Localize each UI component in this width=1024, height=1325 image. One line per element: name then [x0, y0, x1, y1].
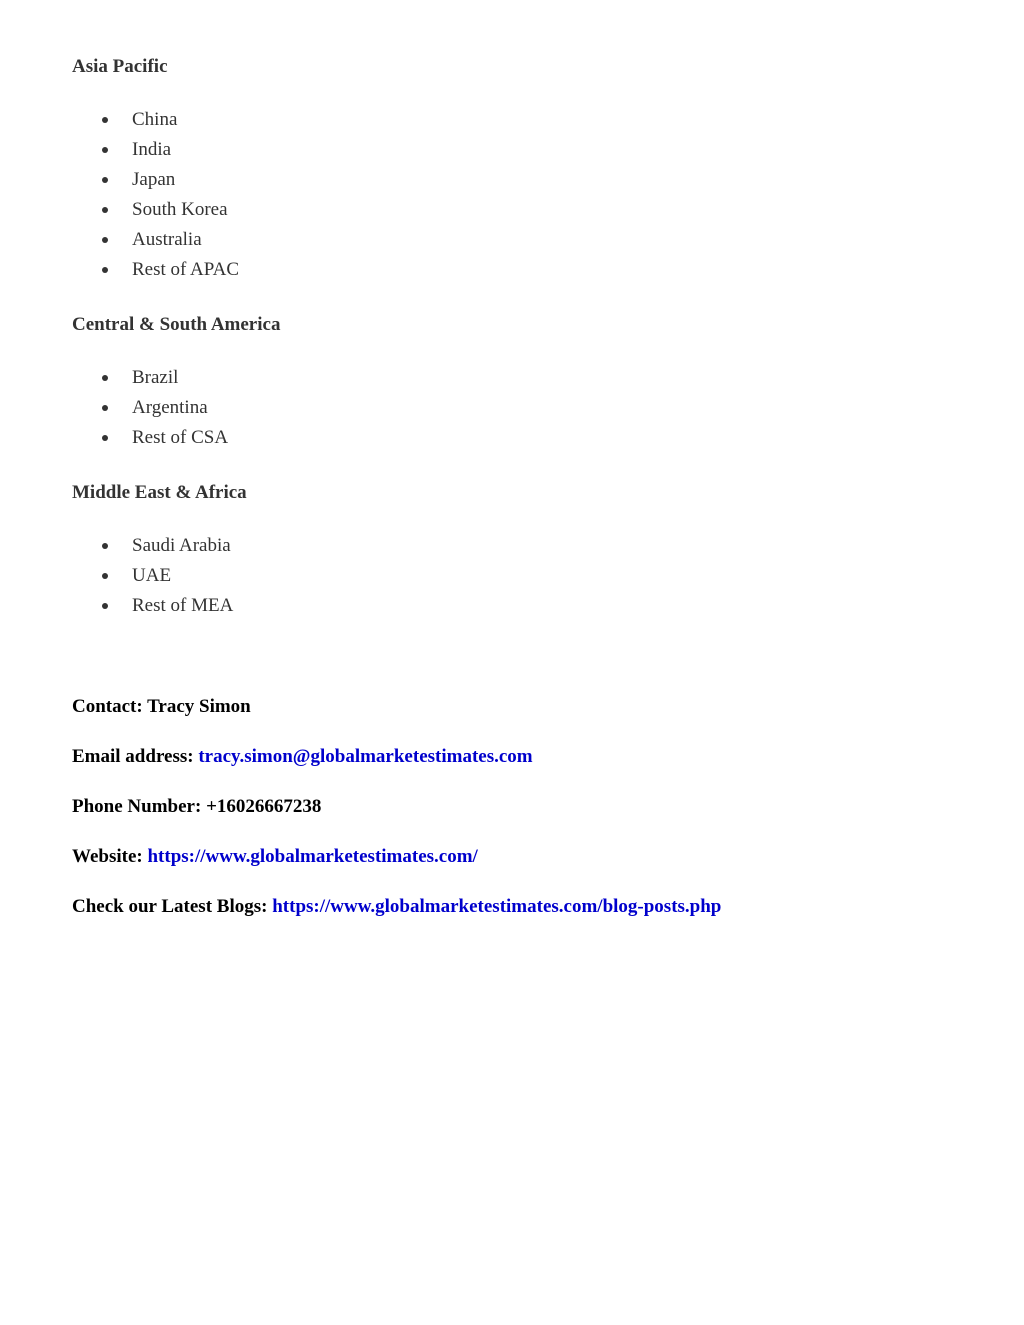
bullet-icon — [102, 435, 108, 441]
email-line — [72, 745, 533, 769]
bullet-icon — [102, 267, 108, 273]
bullet-icon — [102, 147, 108, 153]
document-page: Asia Pacific China India Japan South Korea Australia Rest of APAC Central & South America Brazil Argentina Rest of CSA Middle East & Africa Saudi Arabia UAE Rest of MEA Contact: Tracy Simon Email address: tracy.simon@globalmarketestimates.com Phone Number: +16026667238 Website: https://www.globalmarketestimates.com/ Check our Latest Blogs: https://www.globalmarketestimates.com/blog-posts.php — [72, 56, 722, 917]
section-heading-asia-pacific: Asia Pacific — [72, 56, 168, 77]
contact-name-line — [72, 695, 251, 719]
email-link[interactable]: tracy.simon@globalmarketestimates.com — [198, 746, 533, 767]
section-heading-central-south-america: Central & South America — [72, 314, 281, 335]
blogs-label: Check our Latest Blogs: — [72, 896, 268, 917]
bullet-icon — [102, 375, 108, 381]
bullet-icon — [102, 573, 108, 579]
phone-line — [72, 795, 321, 819]
blogs-link[interactable]: https://www.globalmarketestimates.com/blog-posts.php — [272, 896, 722, 917]
website-link[interactable]: https://www.globalmarketestimates.com/ — [147, 846, 478, 867]
bullet-icon — [102, 543, 108, 549]
contact-label: Contact: — [72, 696, 143, 717]
bullet-icon — [102, 237, 108, 243]
contact-name: Tracy Simon — [147, 696, 251, 717]
bullet-icon — [102, 603, 108, 609]
email-label: Email address: — [72, 746, 194, 767]
website-line — [72, 845, 478, 869]
bullet-icon — [102, 177, 108, 183]
blogs-line — [72, 895, 721, 919]
section-heading-middle-east-africa: Middle East & Africa — [72, 482, 247, 503]
bullet-icon — [102, 207, 108, 213]
phone-number: +16026667238 — [206, 796, 322, 817]
bullet-icon — [102, 405, 108, 411]
website-label: Website: — [72, 846, 143, 867]
phone-label: Phone Number: — [72, 796, 202, 817]
bullet-icon — [102, 117, 108, 123]
